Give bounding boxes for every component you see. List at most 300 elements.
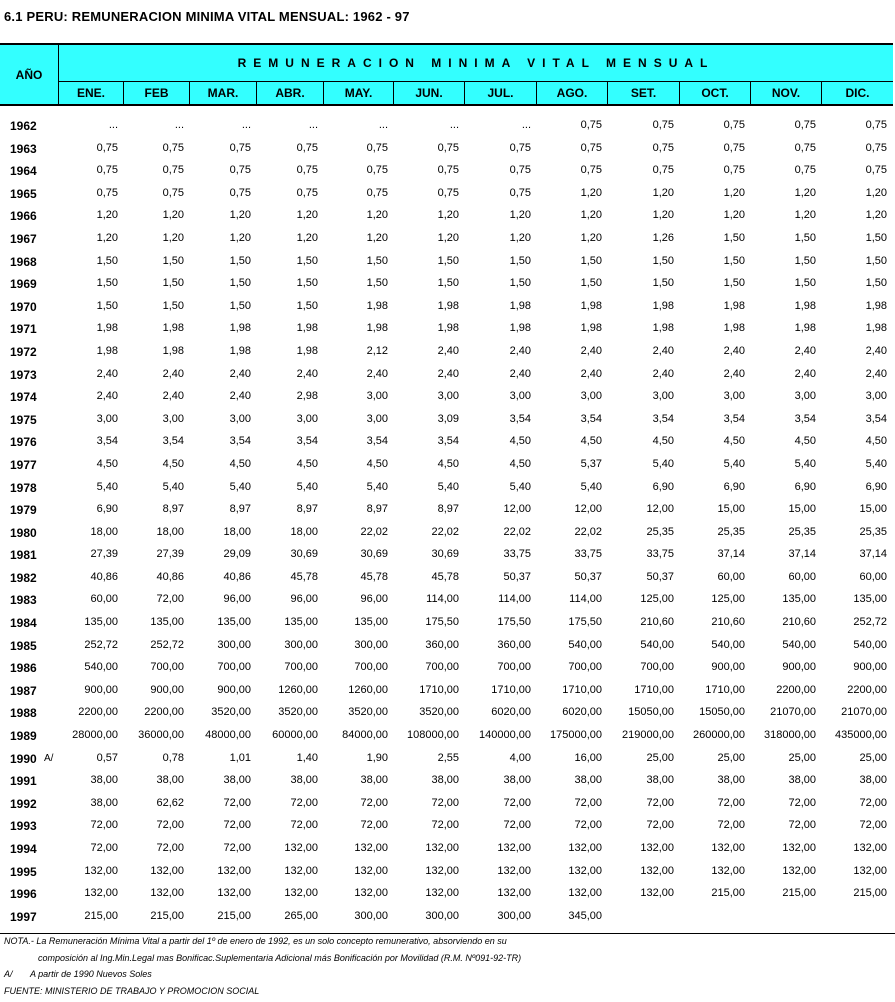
value-cell: 1,98 [509, 299, 531, 312]
value-cell: 132,00 [711, 864, 745, 877]
value-cell: 135,00 [853, 593, 887, 606]
year-cell: 1988 [10, 706, 37, 721]
value-cell: 540,00 [782, 638, 816, 651]
value-cell: 318000,00 [764, 729, 816, 742]
value-cell: 0,75 [723, 141, 745, 154]
value-cell: 1,20 [865, 209, 887, 222]
table-row [0, 182, 895, 205]
footer-divider [0, 933, 895, 934]
value-cell: 25,35 [859, 525, 887, 538]
value-cell: 5,37 [580, 457, 602, 470]
value-cell: 8,97 [296, 503, 318, 516]
value-cell: 1,20 [723, 209, 745, 222]
value-cell: 2,40 [162, 367, 184, 380]
year-cell: 1980 [10, 525, 37, 540]
value-cell: 1,98 [437, 299, 459, 312]
value-cell: 4,00 [509, 751, 531, 764]
year-cell: 1970 [10, 299, 37, 314]
value-cell: 60000,00 [272, 729, 318, 742]
value-cell: 1,50 [296, 299, 318, 312]
value-cell: 72,00 [431, 796, 459, 809]
value-cell: 0,75 [509, 141, 531, 154]
value-cell: 8,97 [437, 503, 459, 516]
value-cell: 33,75 [574, 548, 602, 561]
year-cell: 1991 [10, 774, 37, 789]
value-cell: 72,00 [223, 796, 251, 809]
value-cell: 540,00 [84, 661, 118, 674]
value-cell: 1,98 [509, 322, 531, 335]
year-cell: 1968 [10, 254, 37, 269]
value-cell: 72,00 [717, 796, 745, 809]
value-cell: 132,00 [853, 842, 887, 854]
value-cell: 72,00 [223, 842, 251, 854]
year-cell: 1993 [10, 819, 37, 834]
value-cell: 3,54 [96, 435, 118, 448]
table-row [0, 430, 895, 453]
table-row [0, 860, 895, 883]
value-cell: 1,50 [794, 254, 816, 267]
value-cell: 72,00 [431, 819, 459, 832]
value-cell: 72,00 [156, 593, 184, 606]
value-cell: 2,40 [580, 344, 602, 357]
value-cell: 72,00 [360, 819, 388, 832]
value-cell: 3,00 [865, 390, 887, 403]
value-cell: 0,75 [366, 186, 388, 199]
value-cell: 900,00 [711, 661, 745, 674]
value-cell: 4,50 [794, 435, 816, 448]
value-cell: 96,00 [223, 593, 251, 606]
value-cell: 5,40 [580, 480, 602, 493]
value-cell: 0,75 [229, 186, 251, 199]
value-cell: 1,50 [580, 277, 602, 290]
value-cell: 15050,00 [699, 706, 745, 719]
value-cell: 900,00 [217, 683, 251, 696]
value-cell: 1,50 [366, 254, 388, 267]
value-cell: 1260,00 [348, 683, 388, 696]
value-cell: 1,50 [865, 277, 887, 290]
year-cell: 1975 [10, 412, 37, 427]
value-cell: 38,00 [156, 774, 184, 787]
value-cell: 72,00 [646, 796, 674, 809]
value-cell: 135,00 [782, 593, 816, 606]
year-cell: 1990 [10, 751, 37, 766]
value-cell: 38,00 [859, 774, 887, 787]
value-cell: 1,50 [865, 231, 887, 244]
footnote-a-text: A partir de 1990 Nuevos Soles [30, 969, 152, 979]
value-cell: 3,54 [296, 435, 318, 448]
source-note: FUENTE: MINISTERIO DE TRABAJO Y PROMOCION SOCIAL [4, 986, 260, 996]
value-cell: 1,20 [437, 231, 459, 244]
value-cell: 140000,00 [479, 729, 531, 742]
value-cell: 175000,00 [550, 729, 602, 742]
value-cell: 22,02 [574, 525, 602, 538]
value-cell: 3,00 [794, 390, 816, 403]
value-cell: 50,37 [646, 570, 674, 583]
value-cell: 4,50 [723, 435, 745, 448]
value-cell: 175,50 [425, 616, 459, 629]
value-cell: 29,09 [223, 548, 251, 561]
value-cell: 300,00 [497, 909, 531, 922]
value-cell: ... [241, 119, 251, 131]
value-cell: 3520,00 [211, 706, 251, 719]
value-cell: 125,00 [711, 593, 745, 606]
value-cell: 72,00 [90, 842, 118, 854]
value-cell: 4,50 [580, 435, 602, 448]
table-row [0, 724, 895, 747]
value-cell: 2200,00 [776, 683, 816, 696]
value-cell: 132,00 [84, 864, 118, 877]
table-row [0, 408, 895, 431]
value-cell: 0,75 [296, 186, 318, 199]
value-cell: 300,00 [284, 638, 318, 651]
value-cell: 132,00 [640, 842, 674, 854]
year-cell: 1985 [10, 638, 37, 653]
value-cell: 50,37 [503, 570, 531, 583]
year-cell: 1963 [10, 141, 37, 156]
month-header: DIC. [845, 86, 870, 100]
value-cell: 60,00 [90, 593, 118, 606]
table-row [0, 566, 895, 589]
value-cell: 0,75 [162, 164, 184, 177]
value-cell: 22,02 [431, 525, 459, 538]
value-cell: 1,20 [96, 209, 118, 222]
value-cell: 3,00 [96, 412, 118, 425]
value-cell: 5,40 [723, 457, 745, 470]
value-cell: 125,00 [640, 593, 674, 606]
value-cell: 72,00 [717, 819, 745, 832]
value-cell: 18,00 [156, 525, 184, 538]
value-cell: 132,00 [640, 864, 674, 877]
value-cell: 0,75 [366, 164, 388, 177]
value-cell: 50,37 [574, 570, 602, 583]
value-cell: 5,40 [794, 457, 816, 470]
year-cell: 1997 [10, 909, 37, 924]
value-cell: 1,98 [580, 322, 602, 335]
value-cell: 135,00 [217, 616, 251, 629]
value-cell: 3,54 [723, 412, 745, 425]
year-cell: 1971 [10, 322, 37, 337]
value-cell: 40,86 [90, 570, 118, 583]
value-cell: 132,00 [782, 842, 816, 854]
value-cell: 5,40 [229, 480, 251, 493]
value-cell: 132,00 [150, 887, 184, 900]
table-row [0, 634, 895, 657]
value-cell: 1710,00 [491, 683, 531, 696]
value-cell: 132,00 [497, 887, 531, 900]
table-row [0, 317, 895, 340]
value-cell: 6020,00 [562, 706, 602, 719]
year-cell: 1996 [10, 887, 37, 902]
year-cell: 1977 [10, 457, 37, 472]
value-cell: 2,40 [96, 390, 118, 403]
value-cell: 0,75 [229, 164, 251, 177]
value-cell: 1,50 [794, 231, 816, 244]
value-cell: 108000,00 [407, 729, 459, 742]
value-cell: 540,00 [640, 638, 674, 651]
year-cell: 1992 [10, 796, 37, 811]
value-cell: 38,00 [223, 774, 251, 787]
value-cell: 2,40 [580, 367, 602, 380]
value-cell: 1710,00 [562, 683, 602, 696]
value-cell: 1,98 [366, 299, 388, 312]
year-cell: 1984 [10, 616, 37, 631]
table-row [0, 837, 895, 860]
value-cell: 5,40 [509, 480, 531, 493]
value-cell: 1710,00 [705, 683, 745, 696]
value-cell: 3,54 [794, 412, 816, 425]
value-cell: 345,00 [568, 909, 602, 922]
value-cell: 25,00 [859, 751, 887, 764]
value-cell: 2200,00 [847, 683, 887, 696]
value-cell: 2,40 [366, 367, 388, 380]
value-cell: 25,00 [646, 751, 674, 764]
value-cell: 72,00 [788, 819, 816, 832]
value-cell: 28000,00 [72, 729, 118, 742]
value-cell: 1,50 [162, 299, 184, 312]
value-cell: 62,62 [156, 796, 184, 809]
value-cell: 252,72 [150, 638, 184, 651]
value-cell: 1,50 [723, 231, 745, 244]
value-cell: 4,50 [229, 457, 251, 470]
value-cell: 135,00 [150, 616, 184, 629]
value-cell: 114,00 [498, 593, 531, 606]
value-cell: 700,00 [217, 661, 251, 674]
value-cell: 0,75 [296, 164, 318, 177]
value-cell: 2,40 [437, 367, 459, 380]
value-cell: 5,40 [296, 480, 318, 493]
value-cell: 900,00 [853, 661, 887, 674]
value-cell: 3,00 [366, 390, 388, 403]
page-title: 6.1 PERU: REMUNERACION MINIMA VITAL MENSUAL: 1962 - 97 [4, 9, 410, 24]
value-cell: 37,14 [717, 548, 745, 561]
value-cell: 8,97 [162, 503, 184, 516]
table-row [0, 159, 895, 182]
value-cell: 72,00 [859, 796, 887, 809]
value-cell: 132,00 [497, 842, 531, 854]
value-cell: 114,00 [426, 593, 459, 606]
table-row [0, 498, 895, 521]
value-cell: 72,00 [574, 796, 602, 809]
value-cell: 2,40 [652, 367, 674, 380]
value-cell: 6,90 [865, 480, 887, 493]
value-cell: 252,72 [84, 638, 118, 651]
value-cell: 72,00 [503, 819, 531, 832]
value-cell: 2,55 [437, 751, 459, 764]
value-cell: 215,00 [853, 887, 887, 900]
value-cell: 2,40 [865, 344, 887, 357]
value-cell: 3,54 [437, 435, 459, 448]
value-cell: 700,00 [568, 661, 602, 674]
value-cell: 1,20 [580, 231, 602, 244]
value-cell: 1,20 [509, 209, 531, 222]
value-cell: 210,60 [640, 616, 674, 629]
table-row [0, 543, 895, 566]
value-cell: 132,00 [782, 864, 816, 877]
value-cell: 1,50 [296, 277, 318, 290]
value-cell: 0,75 [580, 119, 602, 131]
value-cell: 260000,00 [693, 729, 745, 742]
value-cell: 135,00 [284, 616, 318, 629]
year-cell: 1972 [10, 344, 37, 359]
value-cell: 38,00 [503, 774, 531, 787]
value-cell: 6,90 [723, 480, 745, 493]
value-cell: 1260,00 [278, 683, 318, 696]
value-cell: 30,69 [431, 548, 459, 561]
value-cell: 48000,00 [205, 729, 251, 742]
table-row [0, 340, 895, 363]
value-cell: 2,40 [723, 367, 745, 380]
value-cell: 2200,00 [78, 706, 118, 719]
value-cell: 300,00 [217, 638, 251, 651]
value-cell: 219000,00 [622, 729, 674, 742]
value-cell: 33,75 [503, 548, 531, 561]
value-cell: 1,20 [580, 186, 602, 199]
value-cell: 3520,00 [348, 706, 388, 719]
value-cell: 1,20 [865, 186, 887, 199]
value-cell: 900,00 [782, 661, 816, 674]
value-cell: 132,00 [640, 887, 674, 900]
value-cell: 16,00 [574, 751, 602, 764]
value-cell: 3520,00 [278, 706, 318, 719]
value-cell: 1,98 [366, 322, 388, 335]
value-cell: 72,00 [503, 796, 531, 809]
value-cell: 25,35 [788, 525, 816, 538]
value-cell: 33,75 [646, 548, 674, 561]
value-cell: 1,20 [229, 209, 251, 222]
table-row [0, 905, 895, 928]
value-cell: 0,75 [296, 141, 318, 154]
value-cell: 5,40 [366, 480, 388, 493]
value-cell: 0,75 [509, 164, 531, 177]
value-cell: 25,35 [717, 525, 745, 538]
value-cell: 38,00 [717, 774, 745, 787]
value-cell: 1,98 [652, 322, 674, 335]
value-cell: 132,00 [284, 842, 318, 854]
year-cell: 1965 [10, 186, 37, 201]
value-cell: 2,12 [366, 344, 388, 357]
value-cell: 0,75 [366, 141, 388, 154]
table-row [0, 611, 895, 634]
value-cell: 0,75 [96, 141, 118, 154]
value-cell: 4,50 [296, 457, 318, 470]
value-cell: 132,00 [568, 864, 602, 877]
value-cell: 5,40 [437, 480, 459, 493]
value-cell: 1,20 [296, 209, 318, 222]
value-cell: 132,00 [568, 887, 602, 900]
value-cell: 700,00 [284, 661, 318, 674]
value-cell: 2,40 [229, 390, 251, 403]
value-cell: 0,75 [794, 164, 816, 177]
value-cell: 4,50 [96, 457, 118, 470]
value-cell: 0,75 [794, 119, 816, 131]
value-cell: 18,00 [223, 525, 251, 538]
value-cell: 1,50 [366, 277, 388, 290]
value-cell: 1,50 [162, 254, 184, 267]
value-cell: 215,00 [217, 909, 251, 922]
table-row [0, 114, 895, 137]
year-cell: 1978 [10, 480, 37, 495]
table-row [0, 521, 895, 544]
value-cell: 2,40 [865, 367, 887, 380]
value-cell: 15,00 [717, 503, 745, 516]
value-cell: 60,00 [859, 570, 887, 583]
value-cell: 0,57 [96, 751, 118, 764]
month-header: AGO. [537, 82, 608, 104]
value-cell: 6020,00 [491, 706, 531, 719]
value-cell: 96,00 [360, 593, 388, 606]
value-cell: 3,09 [437, 412, 459, 425]
value-cell: 215,00 [84, 909, 118, 922]
value-cell: 360,00 [425, 638, 459, 651]
value-cell: 0,75 [652, 164, 674, 177]
year-cell: 1994 [10, 842, 37, 856]
value-cell: 38,00 [574, 774, 602, 787]
value-cell: 1,50 [229, 254, 251, 267]
year-cell: 1982 [10, 570, 37, 585]
value-cell: 30,69 [290, 548, 318, 561]
value-cell: 1,50 [794, 277, 816, 290]
value-cell: 1,20 [229, 231, 251, 244]
value-cell: ... [378, 119, 388, 131]
value-cell: 1,50 [229, 277, 251, 290]
month-header: OCT. [680, 82, 751, 104]
value-cell: 3,54 [366, 435, 388, 448]
value-cell: 1,98 [162, 344, 184, 357]
year-cell: 1973 [10, 367, 37, 382]
value-cell: 1,26 [652, 231, 674, 244]
value-cell: 900,00 [84, 683, 118, 696]
value-cell: 0,75 [865, 119, 887, 131]
value-cell: 15050,00 [628, 706, 674, 719]
year-cell: 1989 [10, 729, 37, 744]
value-cell: 300,00 [354, 909, 388, 922]
value-cell: 132,00 [284, 864, 318, 877]
value-cell: 0,75 [162, 186, 184, 199]
table-row [0, 272, 895, 295]
value-cell: 210,60 [782, 616, 816, 629]
value-cell: 1,01 [229, 751, 251, 764]
value-cell: 0,75 [509, 186, 531, 199]
value-cell: 132,00 [84, 887, 118, 900]
value-cell: 4,50 [509, 435, 531, 448]
value-cell: 1,20 [366, 209, 388, 222]
value-cell: 40,86 [156, 570, 184, 583]
value-cell: 37,14 [859, 548, 887, 561]
value-cell: 0,75 [437, 141, 459, 154]
month-header: FEB [124, 82, 190, 104]
value-cell: 4,50 [865, 435, 887, 448]
value-cell: 72,00 [360, 796, 388, 809]
value-cell: 38,00 [431, 774, 459, 787]
value-cell: 1,50 [865, 254, 887, 267]
value-cell: 72,00 [223, 819, 251, 832]
year-cell: 1976 [10, 435, 37, 450]
value-cell: 1,40 [296, 751, 318, 764]
value-cell: 1,98 [437, 322, 459, 335]
value-cell: 21070,00 [841, 706, 887, 719]
value-cell: 2,40 [229, 367, 251, 380]
value-cell: 1,98 [723, 299, 745, 312]
value-cell: 72,00 [90, 819, 118, 832]
value-cell: 4,50 [437, 457, 459, 470]
table-row [0, 295, 895, 318]
value-cell: 2,40 [509, 367, 531, 380]
value-cell: 0,78 [162, 751, 184, 764]
year-cell: 1962 [10, 119, 37, 133]
value-cell: 1,50 [437, 277, 459, 290]
value-cell: 1,50 [652, 254, 674, 267]
value-cell: 2,40 [96, 367, 118, 380]
